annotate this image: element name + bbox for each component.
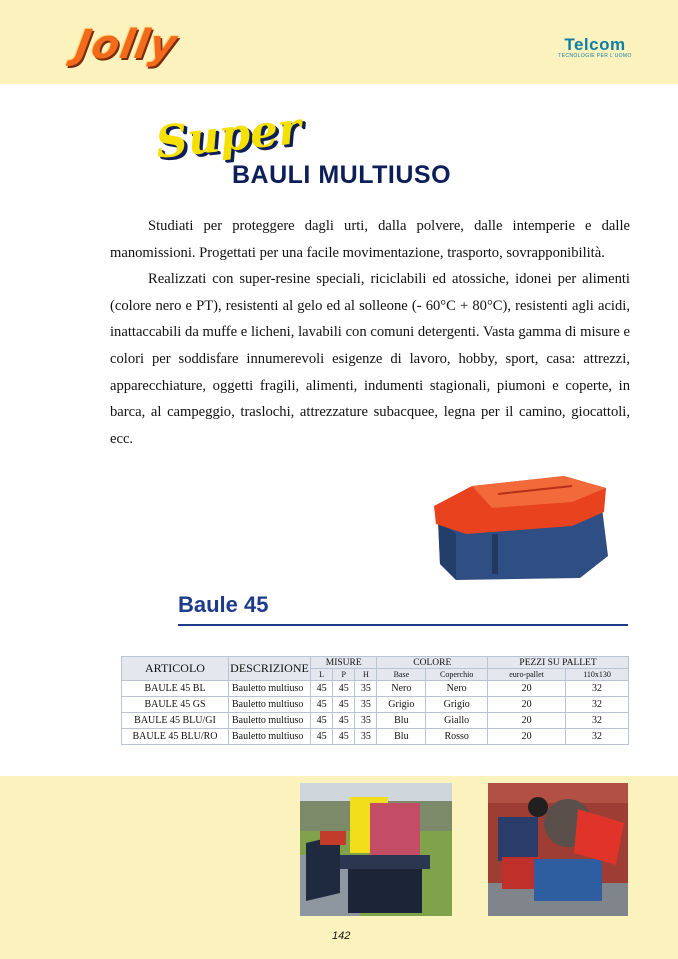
col-h: H [355,669,377,681]
table-row: BAULE 45 BL Bauletto multiuso 45 45 35 Nero Nero 20 32 [122,681,629,697]
product-image-box [432,472,610,582]
page-number: 142 [332,930,351,942]
product-title: Baule 45 [178,592,269,617]
col-p: P [333,669,355,681]
telcom-tagline: TECNOLOGIE PER L'UOMO [558,53,632,59]
col-base: Base [377,669,426,681]
table-row: BAULE 45 BLU/RO Bauletto multiuso 45 45 35 Blu Rosso 20 32 [122,729,629,745]
body-text [110,213,630,452]
table-row: BAULE 45 BLU/GI Bauletto multiuso 45 45 35 Blu Giallo 20 32 [122,713,629,729]
col-coperchio: Coperchio [426,669,488,681]
col-size: 110x130 [566,669,629,681]
title-script: Super [153,102,304,169]
page-title: BAULI MULTIUSO [232,161,452,189]
col-colore: COLORE [377,657,488,669]
spec-table [121,656,629,745]
telcom-logo [540,35,650,65]
photo-outdoor-usage [300,783,452,916]
col-pezzi: PEZZI SU PALLET [488,657,629,669]
product-title-rule [178,624,628,626]
col-misure: MISURE [311,657,377,669]
photo-workman-usage [488,783,628,916]
jolly-logo: Jolly [71,22,181,68]
table-row: BAULE 45 GS Bauletto multiuso 45 45 35 Grigio Grigio 20 32 [122,697,629,713]
col-descrizione: DESCRIZIONE [229,657,311,681]
telcom-name: Telcom [564,35,626,54]
col-articolo: ARTICOLO [122,657,229,681]
col-euro-pallet: euro-pallet [488,669,566,681]
paragraph-1: Studiati per proteggere dagli urti, dalla polvere, dalle intemperie e dalle manomissioni. Progettati per una facile movimentazione, trasporto, sovrapponibilità. [110,218,630,261]
col-l: L [311,669,333,681]
paragraph-2: Realizzati con super-resine speciali, riciclabili ed atossiche, idonei per alimenti (colore nero e PT), resistenti al gelo ed al solleone (- 60°C + 80°C), resistenti agli acidi, inattaccabili da muffe e licheni, lavabili con comuni detergenti. Vasta gamma di misure e colori per soddisfare innumerevoli esigenze di lavoro, hobby, sport, casa: attrezzi, apparecchiature, oggetti fragili, alimenti, indumenti stagionali, piumoni e coperte, in barca, al campeggio, traslochi, attrezzature subacquee, legna per il camino, giocattoli, ecc. [110,271,630,447]
